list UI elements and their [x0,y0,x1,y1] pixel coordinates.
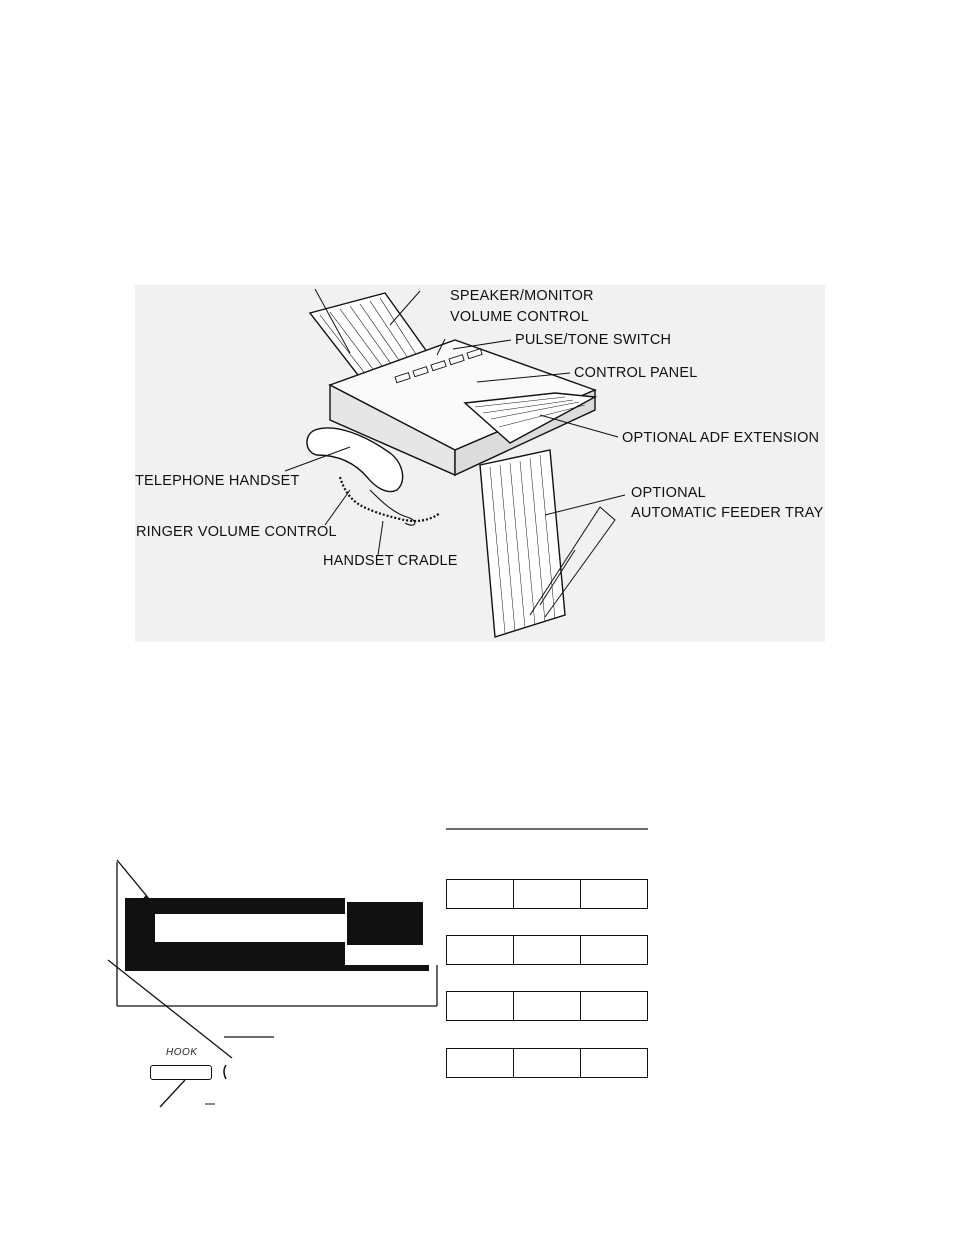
callout-volume-control: VOLUME CONTROL [450,309,589,325]
pointer-line-display [117,860,150,900]
key[interactable] [514,1049,581,1077]
key[interactable] [514,880,581,908]
key[interactable] [581,992,647,1020]
callout-feeder-tray-line1: OPTIONAL [631,485,706,501]
key[interactable] [514,936,581,964]
lcd-indicator-block [347,902,423,945]
callout-telephone-handset: TELEPHONE HANDSET [135,473,300,489]
callout-speaker-monitor: SPEAKER/MONITOR [450,288,594,304]
key[interactable] [447,936,514,964]
hook-label: HOOK [166,1047,198,1058]
key[interactable] [447,1049,514,1077]
key[interactable] [581,1049,647,1077]
callout-adf-extension: OPTIONAL ADF EXTENSION [622,430,820,446]
key-row-1[interactable] [446,879,648,909]
callout-ringer-volume: RINGER VOLUME CONTROL [136,524,337,540]
key[interactable] [581,936,647,964]
key[interactable] [447,880,514,908]
key-row-4[interactable] [446,1048,648,1078]
key-row-2[interactable] [446,935,648,965]
key-row-3[interactable] [446,991,648,1021]
key[interactable] [514,992,581,1020]
callout-feeder-tray-line2: AUTOMATIC FEEDER TRAY [631,505,824,521]
callout-pulse-tone-switch: PULSE/TONE SWITCH [515,332,672,348]
hook-button[interactable] [150,1065,212,1080]
pointer-line-lamp [108,960,232,1058]
pointer-line-hook [160,1080,185,1107]
key[interactable] [447,992,514,1020]
key[interactable] [581,880,647,908]
callout-control-panel: CONTROL PANEL [574,365,698,381]
callout-handset-cradle: HANDSET CRADLE [323,553,458,569]
